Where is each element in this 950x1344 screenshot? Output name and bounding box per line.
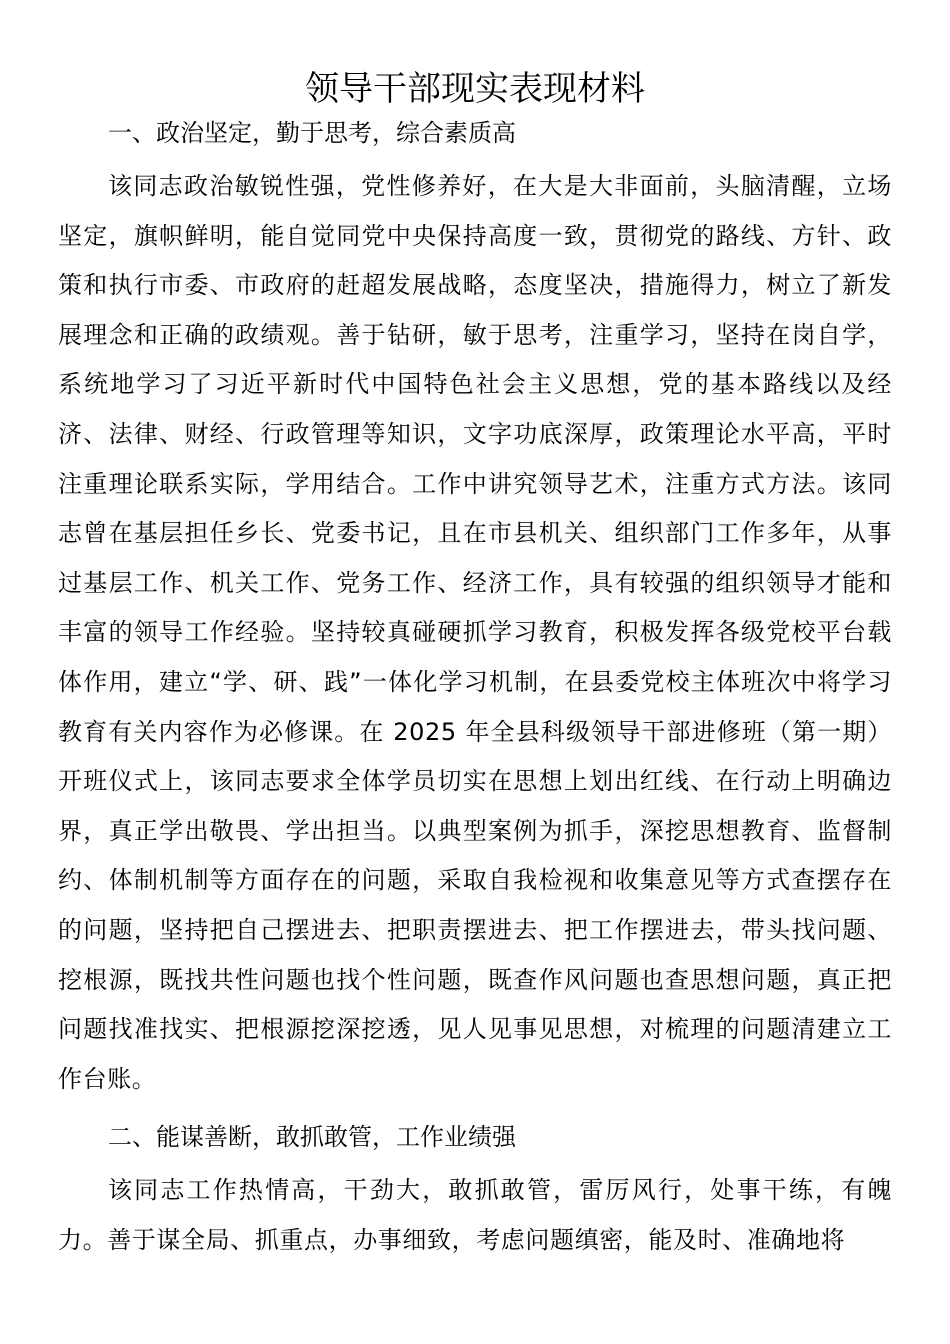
- section-paragraph-1: 该同志政治敏锐性强，党性修养好，在大是大非面前，头脑清醒，立场坚定，旗帜鲜明，能自觉同党中央保持高度一致，贯彻党的路线、方针、政策和执行市委、市政府的赶超发展战略，态度坚决，措施得力，树立了新发展理念和正确的政绩观。善于钻研，敏于思考，注重学习，坚持在岗自学，系统地学习了习近平新时代中国特色社会主义思想，党的基本路线以及经济、法律、财经、行政管理等知识，文字功底深厚，政策理论水平高，平时注重理论联系实际，学用结合。工作中讲究领导艺术，注重方式方法。该同志曾在基层担任乡长、党委书记，且在市县机关、组织部门工作多年，从事过基层工作、机关工作、党务工作、经济工作，具有较强的组织领导才能和丰富的领导工作经验。坚持较真碰硬抓学习教育，积极发挥各级党校平台载体作用，建立“学、研、践”一体化学习机制，在县委党校主体班次中将学习教育有关内容作为必修课。在 2025 年全县科级领导干部进修班（第一期）开班仪式上，该同志要求全体学员切实在思想上划出红线、在行动上明确边界，真正学出敬畏、学出担当。以典型案例为抓手，深挖思想教育、监督制约、体制机制等方面存在的问题，采取自我检视和收集意见等方式查摆存在的问题，坚持把自己摆进去、把职责摆进去、把工作摆进去，带头找问题、挖根源，既找共性问题也找个性问题，既查作风问题也查思想问题，真正把问题找准找实、把根源挖深挖透，见人见事见思想，对梳理的问题清建立工作台账。: [58, 172, 892, 1093]
- section-heading-1: 一、政治坚定，勤于思考，综合素质高: [108, 119, 516, 147]
- document-page: [58, 64, 892, 1279]
- section-paragraph-2: 该同志工作热情高，干劲大，敢抓敢管，雷厉风行，处事干练，有魄力。善于谋全局、抓重点，办事细致，考虑问题缜密，能及时、准确地将: [58, 1176, 892, 1254]
- document-title: 领导干部现实表现材料: [305, 69, 645, 109]
- section-heading-2: 二、能谋善断，敢抓敢管，工作业绩强: [108, 1123, 516, 1152]
